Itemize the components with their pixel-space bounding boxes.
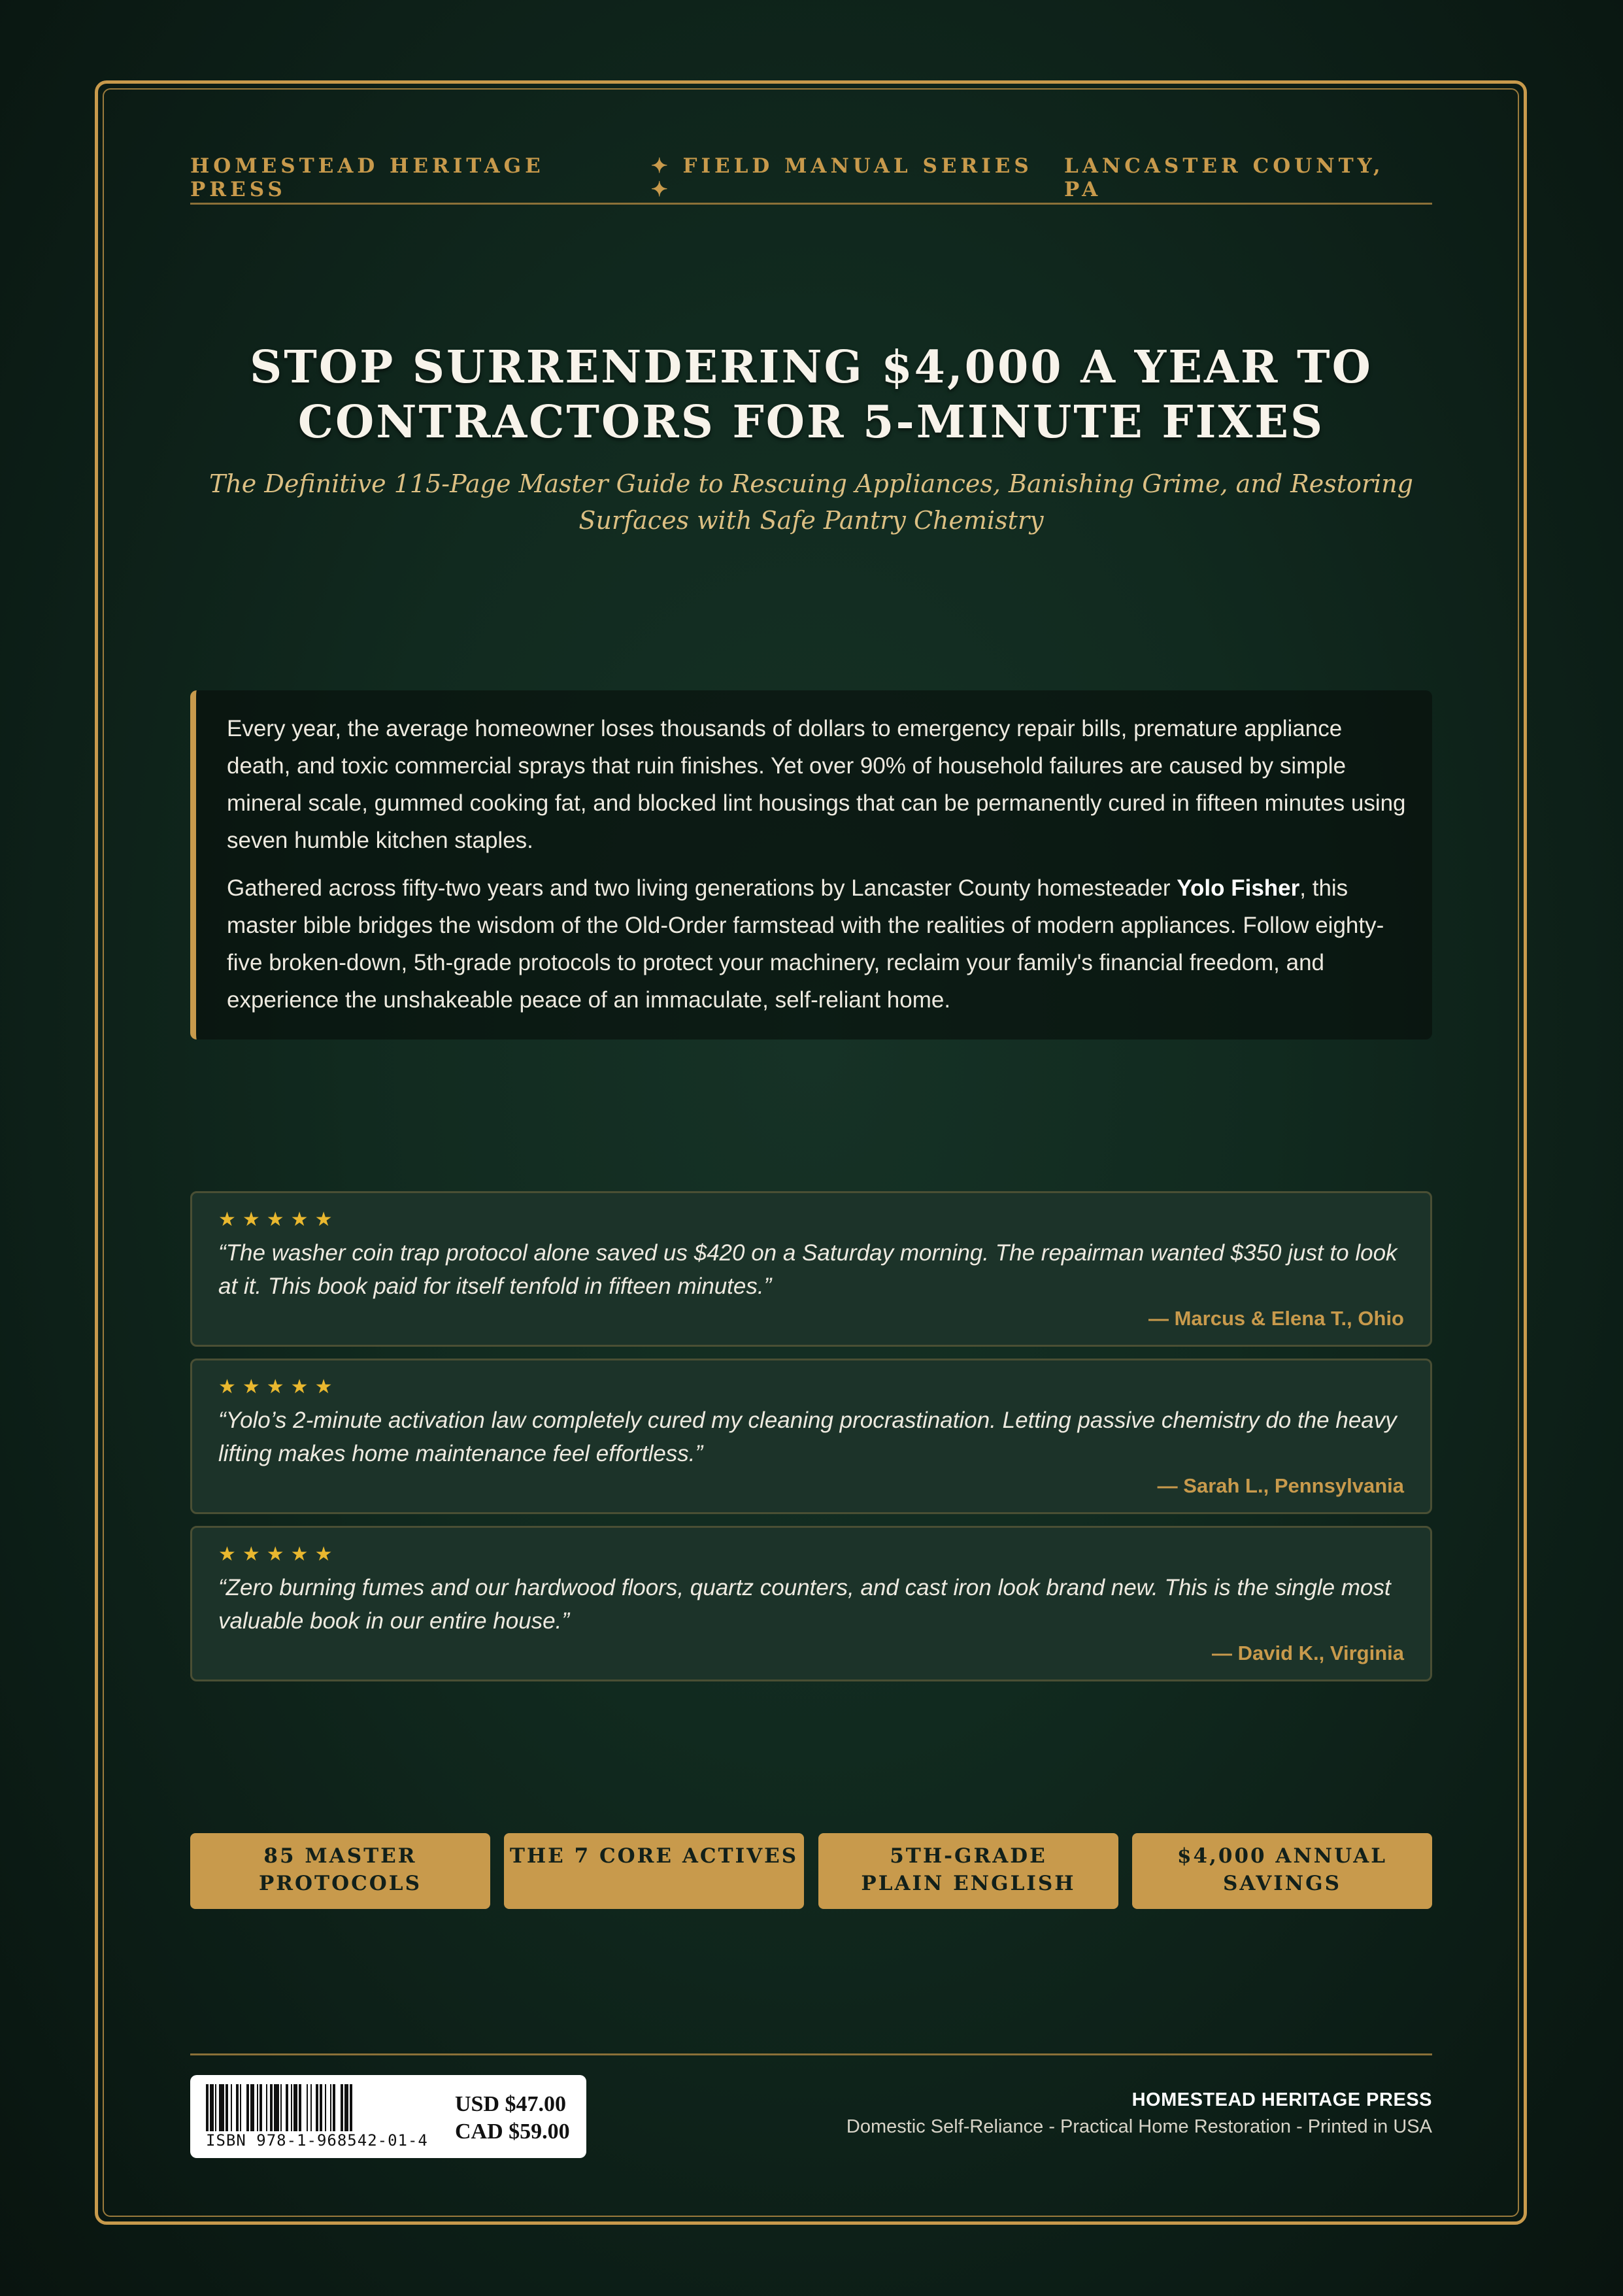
description-paragraph-2: Gathered across fifty-two years and two living generations by Lancaster County homesteader Yolo Fisher, this master bible bridges the wisdom of the Old-Order farmstead with the realities of modern appliances. Follow eighty-five broken-down, 5th-grade protocols to protect your machinery, reclaim your family's financial freedom, and experience the unshakeable peace of an immaculate, self-reliant home.: [227, 875, 1384, 1013]
headline-line-2: CONTRACTORS FOR 5-MINUTE FIXES: [297, 396, 1325, 448]
review-quote: “Zero burning fumes and our hardwood floors, quartz counters, and cast iron look brand new. This is the single most valuable book in our entire house.”: [218, 1575, 1391, 1634]
description-paragraph-1: Every year, the average homeowner loses thousands of dollars to emergency repair bills, premature appliance death, and toxic commercial sprays that ruin finishes. Yet over 90% of household failures are caused by simple mineral scale, gummed cooking fat, and blocked lint housings that can be permanently cured in fifteen minutes using seven humble kitchen staples.: [227, 716, 1406, 853]
header-bar: [190, 154, 1432, 205]
barcode-panel: [190, 2075, 586, 2158]
review-attribution: — David K., Virginia: [1211, 1642, 1404, 1664]
series-label: ✦ FIELD MANUAL SERIES ✦: [650, 154, 1033, 201]
star-rating-icon: ★★★★★: [218, 1376, 339, 1398]
review-card: [190, 1191, 1432, 1347]
price-usd: USD $47.00: [455, 2092, 567, 2116]
feature-badges: [190, 1833, 1432, 1909]
badge-annual-savings: $4,000 ANNUAL SAVINGS: [1132, 1833, 1432, 1909]
badge-plain-english: 5TH-GRADE PLAIN ENGLISH: [818, 1833, 1118, 1909]
review-card: [190, 1526, 1432, 1681]
footer-publisher: [719, 2089, 1432, 2138]
headline: [190, 340, 1432, 450]
badge-core-actives: THE 7 CORE ACTIVES: [504, 1833, 804, 1909]
footer-divider: [190, 2053, 1432, 2055]
review-quote: “The washer coin trap protocol alone saved us $420 on a Saturday morning. The repairman wanted $350 just to look at it. This book paid for itself tenfold in fifteen minutes.”: [218, 1240, 1397, 1299]
review-card: [190, 1359, 1432, 1514]
publisher-label: HOMESTEAD HERITAGE PRESS: [190, 154, 544, 201]
review-attribution: — Sarah L., Pennsylvania: [1157, 1474, 1404, 1497]
badge-master-protocols: 85 MASTER PROTOCOLS: [190, 1833, 490, 1909]
subtitle: The Definitive 115-Page Master Guide to Rescuing Appliances, Banishing Grime, and Restoring Surfaces with Safe Pantry Chemistry: [209, 469, 1414, 535]
isbn-number: ISBN 978-1-968542-01-4: [206, 2131, 428, 2150]
review-attribution: — Marcus & Elena T., Ohio: [1148, 1307, 1404, 1330]
price-cad: CAD $59.00: [455, 2119, 570, 2144]
barcode-icon: [206, 2084, 422, 2131]
star-rating-icon: ★★★★★: [218, 1543, 339, 1566]
footer-tagline: Domestic Self-Reliance - Practical Home Restoration - Printed in USA: [846, 2116, 1432, 2137]
location-label: LANCASTER COUNTY, PA: [1064, 154, 1384, 201]
star-rating-icon: ★★★★★: [218, 1208, 339, 1231]
author-name: Yolo Fisher: [1177, 875, 1300, 901]
review-quote: “Yolo’s 2-minute activation law completely cured my cleaning procrastination. Letting passive chemistry do the heavy lifting makes home maintenance feel effortless.”: [218, 1408, 1397, 1466]
footer-publisher-name: HOMESTEAD HERITAGE PRESS: [1131, 2089, 1432, 2110]
price-block: [455, 2091, 570, 2146]
headline-line-1: STOP SURRENDERING $4,000 A YEAR TO: [250, 341, 1373, 394]
description-box: [190, 690, 1432, 1039]
